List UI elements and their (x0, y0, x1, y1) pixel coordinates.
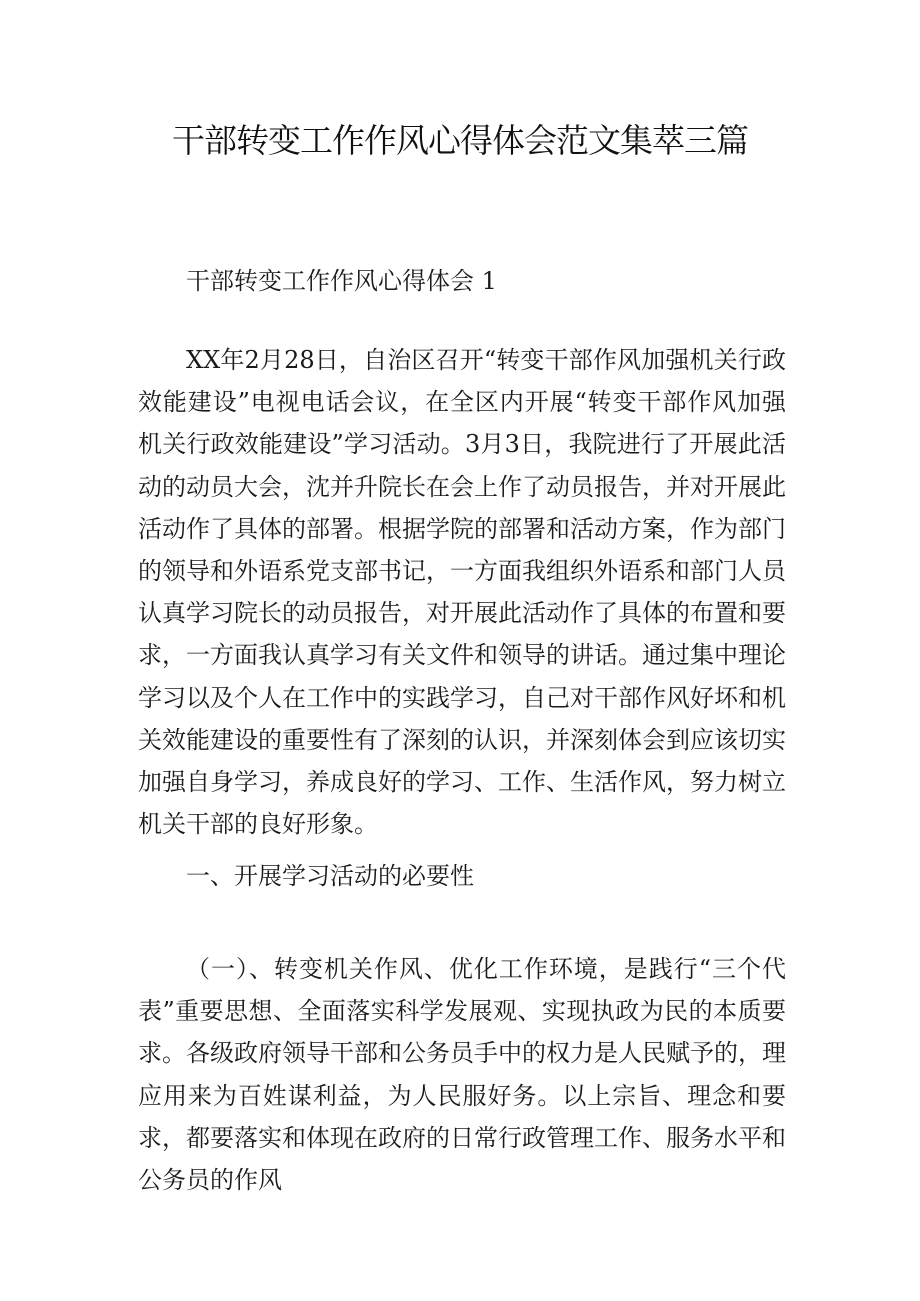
paragraph-2: （一）、转变机关作风、优化工作环境，是践行“三个代表”重要思想、全面落实科学发展观、实现执政为民的本质要求。各级政府领导干部和公务员手中的权力是人民赋予的，理应用来为百姓谋利益，为人民服好务。以上宗旨、理念和要求，都要落实和体现在政府的日常行政管理工作、服务水平和公务员的作风 (138, 955, 786, 1195)
section-heading: 一、开展学习活动的必要性 (186, 862, 474, 890)
part-heading: 干部转变工作作风心得体会 1 (186, 267, 497, 295)
paragraph-1: XX年2月28日，自治区召开“转变干部作风加强机关行政效能建设”电视电话会议，在全区内开展“转变干部作风加强机关行政效能建设”学习活动。3月3日，我院进行了开展此活动的动员大会，沈并升院长在会上作了动员报告，并对开展此活动作了具体的部署。根据学院的部署和活动方案，作为部门的领导和外语系党支部书记，一方面我组织外语系和部门人员认真学习院长的动员报告，对开展此活动作了具体的布置和要求，一方面我认真学习有关文件和领导的讲话。通过集中理论学习以及个人在工作中的实践学习，自己对干部作风好坏和机关效能建设的重要性有了深刻的认识，并深刻体会到应该切实加强自身学习，养成良好的学习、工作、生活作风，努力树立机关干部的良好形象。 (138, 346, 786, 839)
document-title: 干部转变工作作风心得体会范文集萃三篇 (172, 121, 748, 160)
